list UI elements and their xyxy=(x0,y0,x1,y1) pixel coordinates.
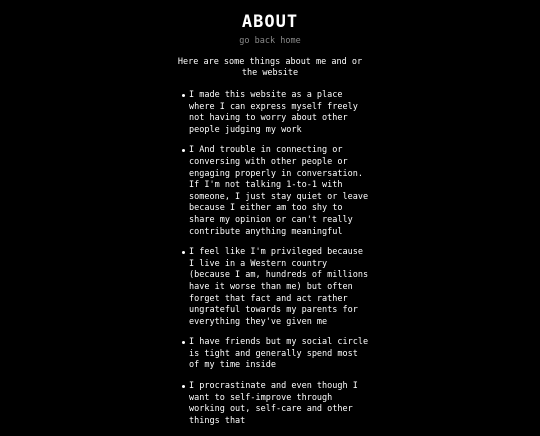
list-item-text: I made this website as a place where I can express myself freely not having to worry about other people judging my work xyxy=(189,90,358,135)
bullet-icon xyxy=(182,251,185,254)
list-item-text: I feel like I'm privileged because I live in a Western country (because I am, hundreds of millions have it worse than me) but often forget that fact and act rather ungrateful towards my parents for everything they've given me xyxy=(189,247,369,327)
go-back-home-link[interactable]: go back home xyxy=(239,36,301,46)
bullet-icon xyxy=(182,385,185,388)
list-item-text: I procrastinate and even though I want to self-improve through working out, self-care and other things that xyxy=(189,381,358,426)
bullet-icon xyxy=(182,149,185,152)
list-item-text: I have friends but my social circle is tight and generally spend most of my time inside xyxy=(189,337,369,371)
list-item xyxy=(189,381,371,427)
list-item xyxy=(189,145,371,238)
bullet-icon xyxy=(182,94,185,97)
about-list xyxy=(189,90,371,436)
list-item xyxy=(189,247,371,328)
page-title: ABOUT xyxy=(241,12,299,32)
bullet-icon xyxy=(182,341,185,344)
intro-text: Here are some things about me and or the website xyxy=(177,57,363,78)
list-item xyxy=(189,337,371,372)
list-item-text: I And trouble in connecting or conversing with other people or engaging properly in conversation. If I'm not talking 1-to-1 with someone, I just stay quiet or leave because I either am too shy to share my opinion or can't really contribute anything meaningful xyxy=(189,145,369,237)
list-item xyxy=(189,90,371,136)
